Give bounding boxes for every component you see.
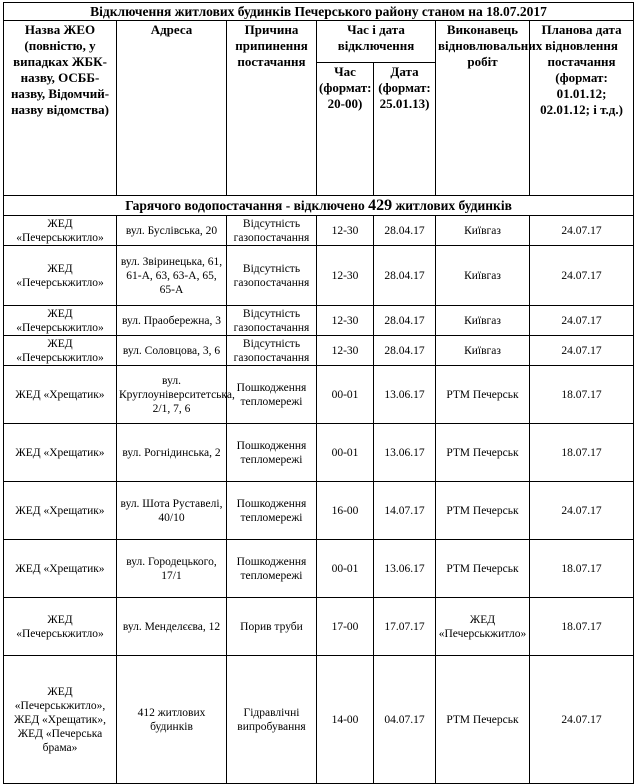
cell-date: 28.04.17 (374, 246, 436, 306)
table-row (4, 482, 634, 540)
cell-executor: РТМ Печерськ (436, 656, 530, 784)
table-row (4, 216, 634, 246)
cell-time: 12-30 (317, 216, 374, 246)
cell-executor: ЖЕД «Печерськжитло» (436, 598, 530, 656)
cell-address: вул. Круглоуніверситетська, 2/1, 7, 6 (117, 366, 227, 424)
cell-time: 12-30 (317, 306, 374, 336)
section-label-after: житлових будинків (392, 197, 512, 213)
section-hot-water (4, 196, 634, 216)
cell-address: вул. Городецького, 17/1 (117, 540, 227, 598)
cell-date: 14.07.17 (374, 482, 436, 540)
cell-time: 00-01 (317, 366, 374, 424)
cell-time: 17-00 (317, 598, 374, 656)
header-reason: Причина припинення постачання (227, 21, 317, 196)
header-date: Дата (формат: 25.01.13) (374, 63, 436, 196)
table-row (4, 598, 634, 656)
cell-executor: Київгаз (436, 336, 530, 366)
cell-org: ЖЕД «Печерськжитло» (4, 246, 117, 306)
cell-org: ЖЕД «Печерськжитло» (4, 598, 117, 656)
table-title: Відключення житлових будинків Печерського району станом на 18.07.2017 (4, 3, 634, 21)
header-time-date: Час і дата відключення (317, 21, 436, 63)
header-org: Назва ЖЕО (повністю, у випадках ЖБК-назву, ОСББ-назву, Відомчий-назву відомства) (4, 21, 117, 196)
cell-planned: 24.07.17 (530, 482, 634, 540)
cell-time: 16-00 (317, 482, 374, 540)
cell-planned: 24.07.17 (530, 656, 634, 784)
cell-time: 14-00 (317, 656, 374, 784)
cell-org: ЖЕД «Хрещатик» (4, 540, 117, 598)
table-row (4, 540, 634, 598)
cell-address: 412 житлових будинків (117, 656, 227, 784)
cell-executor: РТМ Печерськ (436, 482, 530, 540)
outage-table (3, 2, 634, 784)
table-row (4, 656, 634, 784)
cell-address: вул. Соловцова, 3, 6 (117, 336, 227, 366)
cell-executor: Київгаз (436, 216, 530, 246)
cell-planned: 18.07.17 (530, 424, 634, 482)
cell-date: 28.04.17 (374, 216, 436, 246)
cell-time: 12-30 (317, 336, 374, 366)
cell-address: вул. Буслівська, 20 (117, 216, 227, 246)
cell-planned: 24.07.17 (530, 336, 634, 366)
table-row (4, 246, 634, 306)
cell-executor: Київгаз (436, 306, 530, 336)
cell-time: 00-01 (317, 540, 374, 598)
cell-org: ЖЕД «Печерськжитло» (4, 216, 117, 246)
cell-reason: Пошкодження тепломережі (227, 482, 317, 540)
cell-address: вул. Шота Руставелі, 40/10 (117, 482, 227, 540)
cell-executor: РТМ Печерськ (436, 424, 530, 482)
cell-date: 13.06.17 (374, 540, 436, 598)
cell-reason: Гідравлічні випробування (227, 656, 317, 784)
cell-date: 13.06.17 (374, 366, 436, 424)
header-executor: Виконавець відновлювальних робіт (436, 21, 530, 196)
header-planned: Планова дата відновлення постачання (формат: 01.01.12; 02.01.12; і т.д.) (530, 21, 634, 196)
table-row (4, 424, 634, 482)
cell-planned: 18.07.17 (530, 540, 634, 598)
header-time: Час (формат: 20-00) (317, 63, 374, 196)
cell-date: 17.07.17 (374, 598, 436, 656)
table-row (4, 366, 634, 424)
cell-planned: 18.07.17 (530, 366, 634, 424)
cell-executor: РТМ Печерськ (436, 366, 530, 424)
cell-date: 13.06.17 (374, 424, 436, 482)
cell-date: 28.04.17 (374, 336, 436, 366)
cell-reason: Відсутність газопостачання (227, 336, 317, 366)
cell-address: вул. Звіринецька, 61, 61-А, 63, 63-А, 65, 65-А (117, 246, 227, 306)
section-count: 429 (368, 196, 393, 214)
cell-address: вул. Менделєєва, 12 (117, 598, 227, 656)
table-row (4, 306, 634, 336)
cell-reason: Пошкодження тепломережі (227, 424, 317, 482)
cell-org: ЖЕД «Хрещатик» (4, 482, 117, 540)
cell-planned: 24.07.17 (530, 216, 634, 246)
cell-planned: 24.07.17 (530, 306, 634, 336)
cell-planned: 24.07.17 (530, 246, 634, 306)
cell-org: ЖЕД «Печерськжитло» (4, 306, 117, 336)
cell-address: вул. Рогнідинська, 2 (117, 424, 227, 482)
cell-planned: 18.07.17 (530, 598, 634, 656)
section-label-before: Гарячого водопостачання - відключено (125, 197, 369, 213)
cell-reason: Порив труби (227, 598, 317, 656)
cell-time: 12-30 (317, 246, 374, 306)
cell-date: 04.07.17 (374, 656, 436, 784)
cell-address: вул. Праобережна, 3 (117, 306, 227, 336)
cell-executor: Київгаз (436, 246, 530, 306)
cell-date: 28.04.17 (374, 306, 436, 336)
cell-org: ЖЕД «Хрещатик» (4, 424, 117, 482)
cell-reason: Відсутність газопостачання (227, 246, 317, 306)
cell-reason: Відсутність газопостачання (227, 216, 317, 246)
cell-org: ЖЕД «Хрещатик» (4, 366, 117, 424)
cell-reason: Відсутність газопостачання (227, 306, 317, 336)
cell-executor: РТМ Печерськ (436, 540, 530, 598)
cell-reason: Пошкодження тепломережі (227, 540, 317, 598)
cell-org: ЖЕД «Печерськжитло» (4, 336, 117, 366)
table-row (4, 336, 634, 366)
header-address: Адреса (117, 21, 227, 196)
cell-org: ЖЕД «Печерськжитло», ЖЕД «Хрещатик», ЖЕД «Печерська брама» (4, 656, 117, 784)
cell-reason: Пошкодження тепломережі (227, 366, 317, 424)
cell-time: 00-01 (317, 424, 374, 482)
